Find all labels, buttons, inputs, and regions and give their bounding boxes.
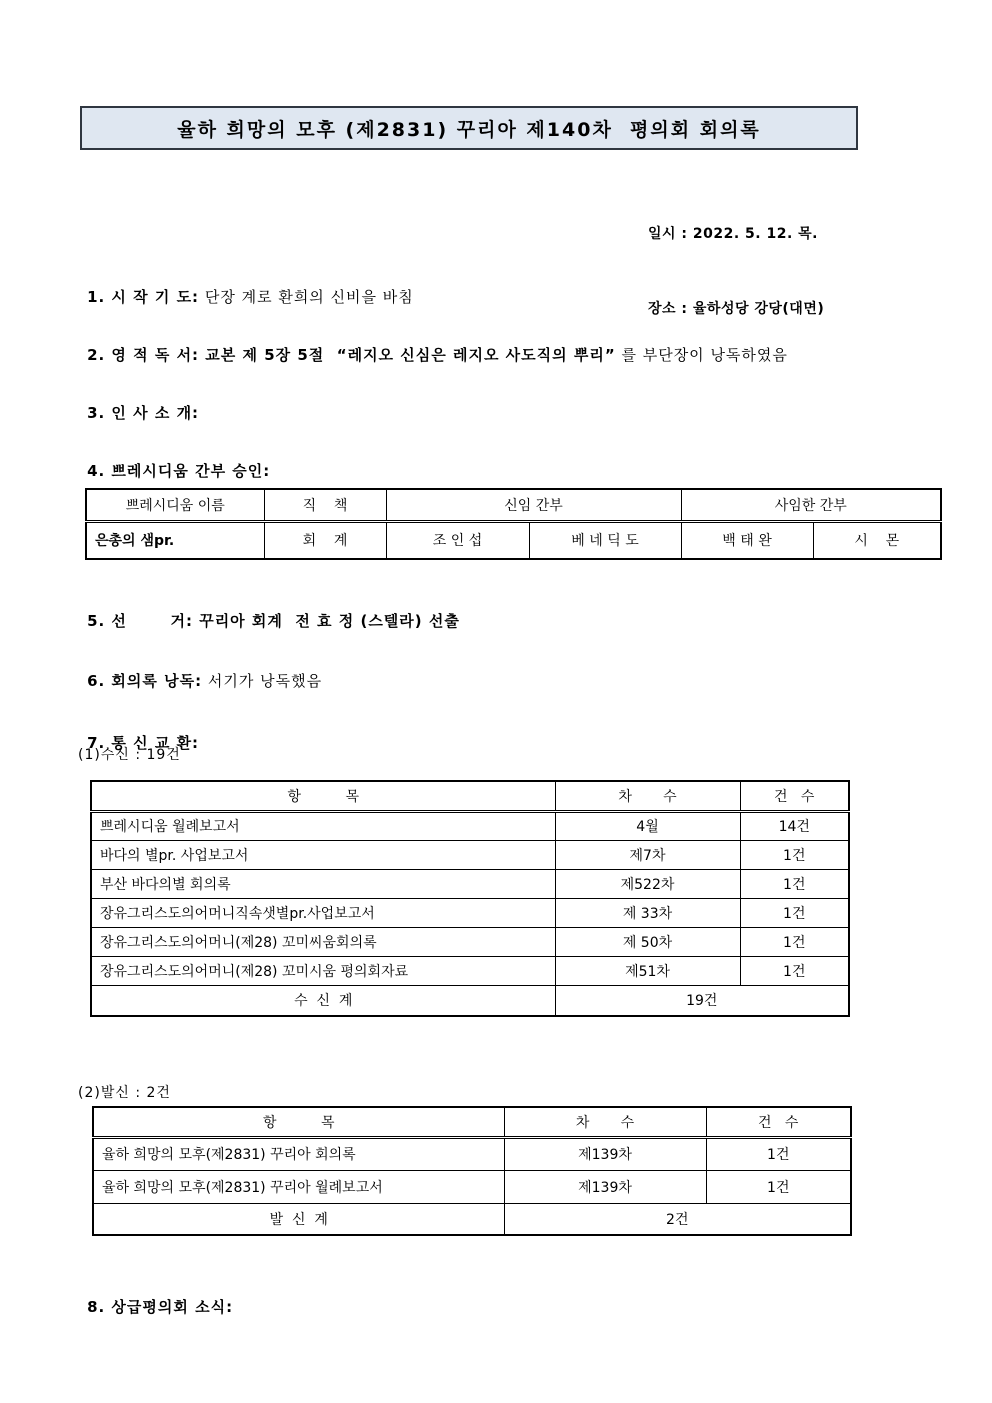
page-title: 율하 희망의 모후 (제2831) 꾸리아 제140차 평의회 회의록: [177, 118, 761, 141]
title-banner: [80, 106, 858, 150]
item-label: 6. 회의록 낭독:: [87, 672, 203, 690]
meeting-place: 장소 : 율하성당 강당(대면): [648, 301, 825, 317]
col-count: 건 수: [740, 781, 849, 811]
item-opening-prayer: [64, 268, 414, 325]
cell-item: 쁘레시디움 월례보고서: [91, 811, 555, 840]
col-count: 건 수: [706, 1107, 851, 1137]
col-presidium-name: 쁘레시디움 이름: [86, 489, 264, 521]
col-item: 항 목: [91, 781, 555, 811]
cell-new-officer-name: 조 인 섭: [386, 521, 529, 559]
cell-item: 바다의 별pr. 사업보고서: [91, 840, 555, 869]
cell-item: 장유그리스도의어머니(제28) 꼬미시움 평의회자료: [91, 956, 555, 985]
item-label: 2. 영 적 독 서:: [87, 346, 200, 364]
cell-item: 장유그리스도의어머니직속샛별pr.사업보고서: [91, 898, 555, 927]
item-text: 꾸리아 회계 전 효 정 (스텔라) 선출: [192, 612, 460, 630]
cell-resigned-officer-baptismal: 시 몬: [813, 521, 941, 559]
cell-total-value: 2건: [504, 1203, 851, 1235]
item-spiritual-reading: [64, 326, 788, 383]
officer-header-row: [86, 489, 941, 521]
received-count-label: (1)수신 : 19건: [78, 747, 181, 763]
cell-item: 부산 바다의별 회의록: [91, 869, 555, 898]
received-table: [90, 780, 850, 1017]
cell-session: 4월: [555, 811, 740, 840]
item-minutes-reading: [64, 652, 322, 709]
cell-item: 장유그리스도의어머니(제28) 꼬미씨움회의록: [91, 927, 555, 956]
cell-session: 제522차: [555, 869, 740, 898]
cell-session: 제7차: [555, 840, 740, 869]
item-label: 5. 선 거:: [87, 612, 193, 630]
col-session: 차 수: [555, 781, 740, 811]
col-resigned-officer: 사임한 간부: [681, 489, 941, 521]
officer-data-row: [86, 521, 941, 559]
item-label: 8. 상급평의회 소식:: [87, 1298, 234, 1316]
cell-total-label: 발 신 계: [93, 1203, 504, 1235]
cell-count: 1건: [740, 927, 849, 956]
item-introductions: [64, 384, 199, 441]
table-row: [91, 811, 849, 840]
cell-session: 제 33차: [555, 898, 740, 927]
cell-session: 제139차: [504, 1137, 706, 1170]
sent-table: [92, 1106, 852, 1236]
cell-total-value: 19건: [555, 985, 849, 1016]
item-upper-council-news: [64, 1278, 233, 1335]
cell-count: 14건: [740, 811, 849, 840]
col-session: 차 수: [504, 1107, 706, 1137]
cell-session: 제51차: [555, 956, 740, 985]
item-text: 단장 계로 환희의 신비을 바침: [199, 288, 414, 306]
item-text: 를 부단장이 낭독하였음: [615, 346, 788, 364]
cell-count: 1건: [706, 1170, 851, 1203]
cell-session: 제 50차: [555, 927, 740, 956]
table-row: [91, 840, 849, 869]
received-header-row: [91, 781, 849, 811]
table-row: [93, 1170, 851, 1203]
col-position: 직 책: [264, 489, 386, 521]
officer-approval-table: [85, 488, 942, 560]
col-item: 항 목: [93, 1107, 504, 1137]
cell-session: 제139차: [504, 1170, 706, 1203]
item-quote: 교본 제 5장 5절 “레지오 신심은 레지오 사도직의 뿌리”: [199, 346, 616, 364]
sent-count-label: (2)발신 : 2건: [78, 1085, 171, 1101]
cell-total-label: 수 신 계: [91, 985, 555, 1016]
item-label: 1. 시 작 기 도:: [87, 288, 200, 306]
item-election: [64, 592, 460, 649]
cell-new-officer-baptismal: 베 네 딕 도: [529, 521, 681, 559]
cell-item: 율하 희망의 모후(제2831) 꾸리아 월례보고서: [93, 1170, 504, 1203]
cell-count: 1건: [740, 840, 849, 869]
received-total-row: [91, 985, 849, 1016]
item-label: 4. 쁘레시디움 간부 승인:: [87, 462, 271, 480]
cell-count: 1건: [706, 1137, 851, 1170]
table-row: [91, 869, 849, 898]
meeting-date: 일시 : 2022. 5. 12. 목.: [648, 226, 819, 242]
item-text: 서기가 낭독했음: [202, 672, 323, 690]
col-new-officer: 신임 간부: [386, 489, 681, 521]
table-row: [91, 898, 849, 927]
cell-presidium-name: 은총의 샘pr.: [86, 521, 264, 559]
table-row: [91, 956, 849, 985]
table-row: [91, 927, 849, 956]
item-label: 3. 인 사 소 개:: [87, 404, 200, 422]
cell-count: 1건: [740, 869, 849, 898]
table-row: [93, 1137, 851, 1170]
item-label: 7. 통 신 교 환:: [87, 734, 200, 752]
sent-header-row: [93, 1107, 851, 1137]
cell-count: 1건: [740, 898, 849, 927]
cell-position: 회 계: [264, 521, 386, 559]
cell-resigned-officer-name: 백 태 완: [681, 521, 813, 559]
sent-total-row: [93, 1203, 851, 1235]
cell-count: 1건: [740, 956, 849, 985]
cell-item: 율하 희망의 모후(제2831) 꾸리아 회의록: [93, 1137, 504, 1170]
